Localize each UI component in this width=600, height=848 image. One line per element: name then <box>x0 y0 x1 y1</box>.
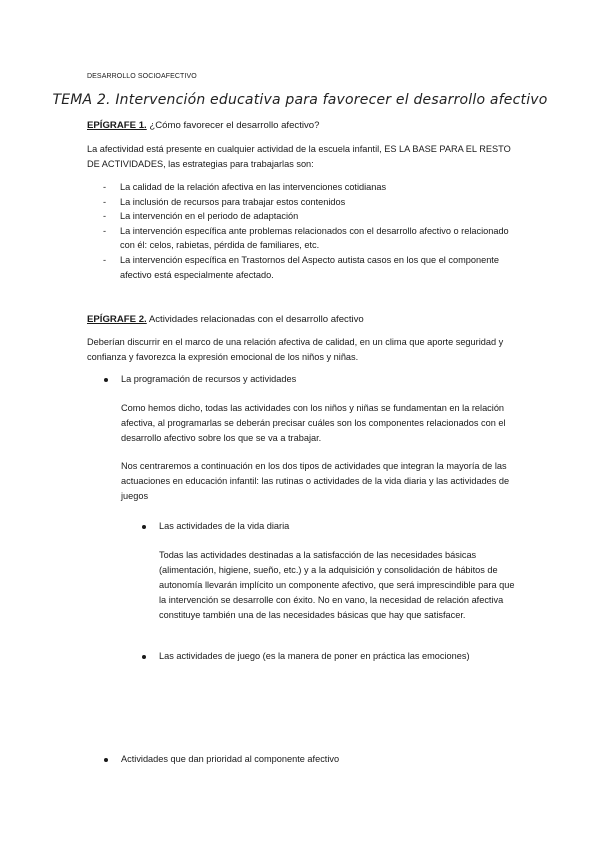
bullet-prioridad-afectiva: Actividades que dan prioridad al componente afectivo <box>121 754 340 764</box>
bullet-icon <box>104 378 108 382</box>
epigrafe-1-text: ¿Cómo favorecer el desarrollo afectivo? <box>146 120 320 131</box>
list-item: - La inclusión de recursos para trabajar estos contenidos <box>103 195 513 210</box>
bullet-icon <box>142 525 146 529</box>
bullet-programacion: La programación de recursos y actividades <box>121 374 297 384</box>
list-item: - La intervención específica en Trastornos del Aspecto autista casos en los que el componente afectivo está especialmente afectado. <box>103 253 513 282</box>
intro-paragraph-1: La afectividad está presente en cualquier actividad de la escuela infantil, ES LA BASE PARA EL RESTO DE ACTIVIDADES, las estrategias para trabajarlas son: <box>87 144 511 169</box>
list-item: - La intervención específica ante problemas relacionados con el desarrollo afectivo o relacionado con él: celos, rabietas, pérdida de familiares, etc. <box>103 224 513 253</box>
epigrafe-1-heading <box>87 120 319 131</box>
epigrafe-2-heading <box>87 314 364 325</box>
paragraph-programacion: Como hemos dicho, todas las actividades con los niños y niñas se fundamentan en la relación afectiva, al programarlas se deberán precisar cuáles son los componentes relacionados con el desarrollo afectivo sobre los que se va a trabajar. <box>121 403 506 443</box>
list-item: - La intervención en el periodo de adaptación <box>103 209 513 224</box>
document-title: TEMA 2. Intervención educativa para favorecer el desarrollo afectivo <box>52 92 548 108</box>
epigrafe-2-text: Actividades relacionadas con el desarrollo afectivo <box>146 314 364 325</box>
epigrafe-2-label: EPÍGRAFE 2. <box>87 314 147 325</box>
paragraph-vida-diaria: Todas las actividades destinadas a la satisfacción de las necesidades básicas (alimentación, higiene, sueño, etc.) y a la adquisición y consolidación de hábitos de autonomía llevarán implícito un componente afectivo, que será imprescindible para que la intervención se desarrolle con éxito. No en vano, la necesidad de relación afectiva constituye también una de las necesidades básicas que hay que satisfacer. <box>159 550 515 620</box>
intro-paragraph-2: Deberían discurrir en el marco de una relación afectiva de calidad, en un clima que aporte seguridad y confianza y favorezca la expresión emocional de los niños y niñas. <box>87 337 504 362</box>
strategies-list <box>103 180 513 282</box>
paragraph-tipos-actividades: Nos centraremos a continuación en los dos tipos de actividades que integran la mayoría de las actuaciones en educación infantil: las rutinas o actividades de la vida diaria y las actividades de juegos <box>121 461 510 501</box>
sub-bullet-vida-diaria: Las actividades de la vida diaria <box>159 521 290 531</box>
document-header: DESARROLLO SOCIOAFECTIVO <box>87 73 197 80</box>
epigrafe-1-label: EPÍGRAFE 1. <box>87 120 147 131</box>
list-item: - La calidad de la relación afectiva en las intervenciones cotidianas <box>103 180 513 195</box>
bullet-icon <box>142 655 146 659</box>
sub-bullet-juego: Las actividades de juego (es la manera de poner en práctica las emociones) <box>159 651 470 661</box>
bullet-icon <box>104 758 108 762</box>
